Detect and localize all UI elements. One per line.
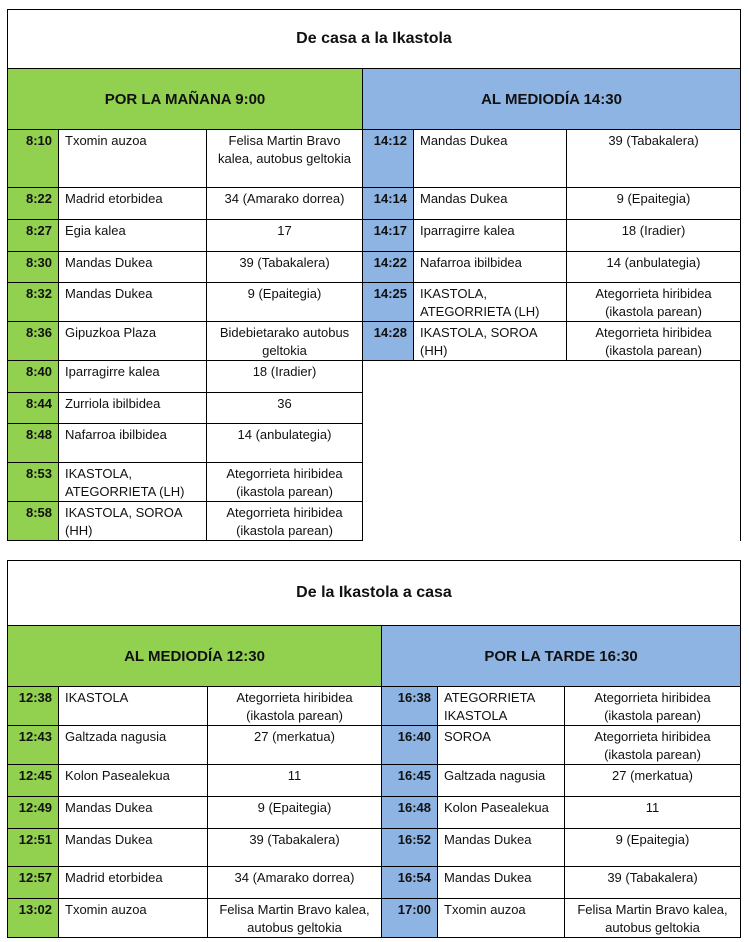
- time-cell: 14:28: [363, 322, 414, 360]
- stop-cell: 14 (anbulategia): [207, 424, 363, 462]
- place-cell: SOROA: [438, 726, 565, 764]
- schedule-row: [8, 726, 382, 765]
- stop-cell: 18 (Iradier): [621, 223, 686, 238]
- stop-cell: 39 (Tabakalera): [207, 252, 363, 282]
- stop-cell: Ategorrieta hiribidea (ikastola parean): [594, 729, 711, 762]
- time-cell: 8:30: [8, 252, 59, 282]
- section-columns: [8, 130, 740, 541]
- place-cell: Mandas Dukea: [59, 829, 208, 866]
- time-cell: 14:17: [363, 220, 414, 251]
- stop-cell: 27 (merkatua): [208, 726, 382, 764]
- stop-cell: 11: [208, 765, 382, 796]
- stop-cell: 18 (Iradier): [207, 361, 363, 392]
- time-cell: 12:57: [8, 867, 59, 898]
- time-cell: 14:22: [363, 252, 414, 282]
- stop-cell: 9 (Epaitegia): [616, 191, 691, 206]
- stop-cell: Ategorrieta hiribidea (ikastola parean): [207, 463, 363, 501]
- place-cell: Mandas Dukea: [414, 130, 567, 187]
- schedule-row: [363, 252, 740, 283]
- time-cell: 8:27: [8, 220, 59, 251]
- schedule-row: [8, 283, 363, 322]
- stop-cell: 9 (Epaitegia): [208, 797, 382, 828]
- midday-schedule: [363, 130, 740, 361]
- place-cell: Madrid etorbidea: [59, 867, 208, 898]
- stop-cell: 11: [645, 800, 660, 815]
- midday-header: AL MEDIODÍA 12:30: [8, 626, 382, 686]
- place-cell: Kolon Pasealekua: [438, 797, 565, 828]
- place-cell: Mandas Dukea: [414, 188, 567, 219]
- place-cell: IKASTOLA, SOROA (HH): [414, 322, 567, 360]
- stop-cell: Felisa Martin Bravo kalea, autobus geltokia: [577, 902, 728, 935]
- schedule-row: [8, 252, 363, 283]
- schedule-row: [8, 899, 382, 938]
- time-cell: 8:44: [8, 393, 59, 423]
- stop-cell: 39 (Tabakalera): [608, 133, 699, 148]
- place-cell: Galtzada nagusia: [59, 726, 208, 764]
- stop-cell: 9 (Epaitegia): [615, 832, 690, 847]
- stop-cell: Ategorrieta hiribidea (ikastola parean): [595, 286, 712, 319]
- time-cell: 16:45: [382, 765, 438, 796]
- time-cell: 16:54: [382, 867, 438, 898]
- time-cell: 12:45: [8, 765, 59, 796]
- section-title: De la Ikastola a casa: [8, 561, 740, 626]
- schedule-row: [8, 361, 363, 393]
- schedule-row: [8, 829, 382, 867]
- place-cell: Iparragirre kalea: [414, 220, 567, 251]
- place-cell: Mandas Dukea: [59, 252, 207, 282]
- place-cell: Mandas Dukea: [59, 283, 207, 321]
- time-cell: 16:52: [382, 829, 438, 866]
- place-cell: Gipuzkoa Plaza: [59, 322, 207, 360]
- time-cell: 8:32: [8, 283, 59, 321]
- time-cell: 14:14: [363, 188, 414, 219]
- schedule-home-to-school: [7, 9, 741, 541]
- time-cell: 8:22: [8, 188, 59, 219]
- section-headers: [8, 626, 740, 687]
- time-cell: 8:40: [8, 361, 59, 392]
- stop-cell: 36: [207, 393, 363, 423]
- schedule-row: [8, 867, 382, 899]
- afternoon-header: POR LA TARDE 16:30: [382, 626, 740, 686]
- place-cell: Txomin auzoa: [59, 130, 207, 187]
- place-cell: ATEGORRIETA IKASTOLA: [438, 687, 565, 725]
- time-cell: 8:58: [8, 502, 59, 540]
- time-cell: 8:48: [8, 424, 59, 462]
- stop-cell: 17: [207, 220, 363, 251]
- section-columns: [8, 687, 740, 938]
- schedule-row: [363, 188, 740, 220]
- place-cell: Mandas Dukea: [59, 797, 208, 828]
- afternoon-schedule: [382, 687, 740, 938]
- stop-cell: 39 (Tabakalera): [607, 870, 698, 885]
- place-cell: IKASTOLA, SOROA (HH): [59, 502, 207, 540]
- place-cell: Egia kalea: [59, 220, 207, 251]
- place-cell: Nafarroa ibilbidea: [59, 424, 207, 462]
- stop-cell: Ategorrieta hiribidea (ikastola parean): [208, 687, 382, 725]
- stop-cell: Ategorrieta hiribidea (ikastola parean): [207, 502, 363, 540]
- place-cell: Kolon Pasealekua: [59, 765, 208, 796]
- place-cell: Nafarroa ibilbidea: [414, 252, 567, 282]
- place-cell: IKASTOLA: [59, 687, 208, 725]
- place-cell: Txomin auzoa: [438, 899, 565, 937]
- time-cell: 13:02: [8, 899, 59, 937]
- stop-cell: 34 (Amarako dorrea): [208, 867, 382, 898]
- schedule-row: [8, 687, 382, 726]
- place-cell: Mandas Dukea: [438, 829, 565, 866]
- time-cell: 16:40: [382, 726, 438, 764]
- schedule-row: [363, 220, 740, 252]
- schedule-row: [8, 188, 363, 220]
- midday-header: AL MEDIODÍA 14:30: [363, 69, 740, 129]
- schedule-row: [8, 797, 382, 829]
- stop-cell: Bidebietarako autobus geltokia: [207, 322, 363, 360]
- morning-header: POR LA MAÑANA 9:00: [8, 69, 363, 129]
- place-cell: IKASTOLA, ATEGORRIETA (LH): [414, 283, 567, 321]
- schedule-row: [8, 393, 363, 424]
- time-cell: 12:49: [8, 797, 59, 828]
- time-cell: 14:25: [363, 283, 414, 321]
- time-cell: 8:10: [8, 130, 59, 187]
- place-cell: Galtzada nagusia: [438, 765, 565, 796]
- stop-cell: Ategorrieta hiribidea (ikastola parean): [594, 690, 711, 723]
- schedule-row: [382, 726, 740, 765]
- stop-cell: Felisa Martin Bravo kalea, autobus geltokia: [208, 899, 382, 937]
- schedule-row: [8, 765, 382, 797]
- schedule-row: [363, 283, 740, 322]
- stop-cell: Ategorrieta hiribidea (ikastola parean): [595, 325, 712, 358]
- schedule-row: [8, 463, 363, 502]
- stop-cell: Felisa Martin Bravo kalea, autobus geltokia: [207, 130, 363, 187]
- time-cell: 8:53: [8, 463, 59, 501]
- time-cell: 17:00: [382, 899, 438, 937]
- schedule-row: [382, 687, 740, 726]
- schedule-row: [382, 797, 740, 829]
- schedule-row: [8, 322, 363, 361]
- schedule-row: [382, 899, 740, 938]
- schedule-row: [363, 322, 740, 361]
- time-cell: 12:51: [8, 829, 59, 866]
- schedule-row: [8, 220, 363, 252]
- schedule-row: [363, 130, 740, 188]
- place-cell: Madrid etorbidea: [59, 188, 207, 219]
- section-title: De casa a la Ikastola: [8, 10, 740, 69]
- schedule-row: [8, 502, 363, 541]
- schedule-row: [8, 424, 363, 463]
- schedule-row: [382, 829, 740, 867]
- midday-return-schedule: [8, 687, 382, 938]
- stop-cell: 34 (Amarako dorrea): [207, 188, 363, 219]
- stop-cell: 39 (Tabakalera): [208, 829, 382, 866]
- place-cell: IKASTOLA, ATEGORRIETA (LH): [59, 463, 207, 501]
- schedule-row: [382, 765, 740, 797]
- morning-schedule: [8, 130, 363, 541]
- time-cell: 8:36: [8, 322, 59, 360]
- stop-cell: 27 (merkatua): [612, 768, 693, 783]
- time-cell: 12:38: [8, 687, 59, 725]
- schedule-school-to-home: [7, 560, 741, 938]
- place-cell: Zurriola ibilbidea: [59, 393, 207, 423]
- place-cell: Txomin auzoa: [59, 899, 208, 937]
- stop-cell: 14 (anbulategia): [606, 255, 701, 270]
- schedule-row: [8, 130, 363, 188]
- section-headers: [8, 69, 740, 130]
- time-cell: 14:12: [363, 130, 414, 187]
- place-cell: Iparragirre kalea: [59, 361, 207, 392]
- stop-cell: 9 (Epaitegia): [207, 283, 363, 321]
- place-cell: Mandas Dukea: [438, 867, 565, 898]
- time-cell: 12:43: [8, 726, 59, 764]
- time-cell: 16:48: [382, 797, 438, 828]
- schedule-row: [382, 867, 740, 899]
- time-cell: 16:38: [382, 687, 438, 725]
